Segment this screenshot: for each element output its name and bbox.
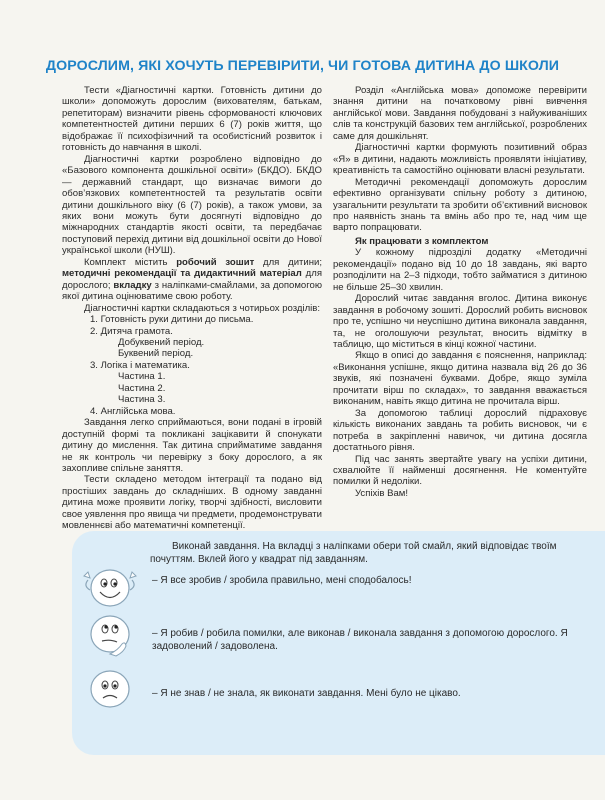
table-paragraph: За допомогою таблиці дорослий підраховує кількість виконаних завдань та робить висновок, чи є потреба в закріпленні навичок, чи дитина досягла достатнього рівня.: [333, 407, 587, 454]
kit-text: для дитини;: [254, 256, 322, 268]
reading-paragraph: Дорослий читає завдання вголос. Дитина виконує завдання в робочому зошиті. Дорослий робить висновок про те, успішно чи неуспішно дитина виконала завдання, та, не оголошуючи результат, вносить відмітку в таблицю, що міститься в кінці кожної частини.: [333, 293, 587, 350]
kit-text: для дорослого;: [62, 268, 322, 291]
kit-insert: вкладку: [113, 279, 152, 291]
list-item: Добуквений період.: [118, 336, 205, 348]
sections-list: [62, 314, 322, 417]
list-item: 3. Логіка і математика.: [90, 359, 190, 371]
section-heading: Як працювати з комплектом: [355, 235, 489, 247]
thinking-smiley-icon: [80, 610, 142, 660]
sad-smiley-icon: [80, 665, 142, 715]
integration-paragraph: Тести складено методом інтеграції та подано від простіших завдань до складніших. В одному завданні дитина може проявити логіку, творчі здібності, висловити свое уявлення про явища чи предмети, продемонструвати мовленнєві або математичні компетенції.: [62, 474, 322, 532]
option-happy-text: – Я все зробив / зробила правильно, мені сподобалось!: [152, 575, 412, 586]
page-title: ДОРОСЛИМ, ЯКІ ХОЧУТЬ ПЕРЕВІРИТИ, ЧИ ГОТОВА ДИТИНА ДО ШКОЛИ: [45, 58, 560, 74]
tasks-paragraph: Завдання легко сприймаються, вони подані в ігровій доступній формі та покликані зацікавити й спонукати дитину до мислення. Так дитина сприйматиме завдання не як контроль чи перевірку з боку дорослого, а як захопливе спільне заняття.: [62, 417, 322, 474]
example-paragraph: Якщо в описі до завдання є пояснення, наприклад: «Виконання успішне, якщо дитина назвала від 26 до 36 звуків, які позначені буквами. Добре, якщо зуміла прочитати вірш по складах», то завдання вважається виконаним, навіть якщо дитина не прочитала вірш.: [333, 350, 587, 408]
right-column: [333, 85, 587, 499]
subsection-paragraph: У кожному підрозділі додатку «Методичні рекомендації» подано від 10 до 18 завдань, які варто розподілити на 2–3 підходи, тобто займатися з дитиною не більше 25–30 хвилин.: [333, 247, 587, 293]
task-instruction: Виконай завдання. На вкладці з наліпками обери той смайл, який відповідає твоїм почуттям. Вклей його у квадрат під завданням.: [150, 541, 557, 565]
methodology-paragraph: Методичні рекомендації допоможуть дорослим ефективно організувати спільну роботу з дитиною, узагальнити результати та зробити об’єктивний висновок про наявність знань та вмінь або про те, над чим ще варто попрацювати.: [333, 176, 587, 234]
good-luck-text: Успіхів Вам!: [355, 487, 409, 499]
list-item: Частина 1.: [118, 371, 166, 383]
happy-smiley-icon: [80, 566, 142, 612]
kit-text: з наліпками-смайлами, за допомогою якої дитина оцінюватиме свою роботу.: [62, 279, 322, 303]
kit-workbook: робочий зошит: [176, 256, 255, 268]
option-thinking-text: – Я робив / робила помилки, але виконав / виконала завдання з допомогою дорослого. Я задоволений / задоволена.: [152, 628, 568, 652]
list-item: 1. Готовність руки дитини до письма.: [90, 314, 254, 326]
option-sad-text: – Я не знав / не знала, як виконати завдання. Мені було не цікаво.: [152, 688, 461, 699]
left-column: [62, 85, 322, 532]
kit-methodology: методичні рекомендації та дидактичний матеріал: [62, 268, 302, 280]
sections-intro: Діагностичні картки складаються з чотирьох розділів:: [84, 302, 321, 314]
english-paragraph: Розділ «Англійська мова» допоможе перевірити знання дитини на початковому рівні вивчення англійської мови. Завдання побудовані з найуживаніших слів та конструкцій базових тем англійської, розроблених саме для дошкільнят.: [333, 85, 587, 142]
list-item: 2. Дитяча грамота.: [90, 325, 173, 337]
praise-paragraph: Під час занять звертайте увагу на успіхи дитини, схвалюйте її найменші досягнення. Не коментуйте помилки й недоліки.: [333, 453, 587, 488]
bkdo-paragraph: Діагностичні картки розроблено відповідно до «Базового компонента дошкільної освіти» (БКДО). БКДО — державний стандарт, що визначає вимоги до обов’язкових компетентностей та результатів освіти дитини дошкільного віку (6 (7) років), а також умови, за яких вони можуть бути досягнуті відповідно до міжнародних стандартів якості освіти, та передбачає поступовий перехід дитини від дошкільної освіти до Нової української школи (НУШ).: [62, 153, 322, 257]
intro-paragraph: Тести «Діагностичні картки. Готовність дитини до школи» допоможуть дорослим (вихователям, батькам, репетиторам) визначити рівень сформованості ключових компетентностей дитини перших 6 (7) років життя, що відображає її психофізичний та особистісний розвиток і готовність до навчання в школі.: [62, 85, 322, 154]
kit-contents-paragraph: [62, 257, 322, 303]
self-image-paragraph: Діагностичні картки формують позитивний образ «Я» в дитини, надають можливість проявляти ініціативу, креативність та самостійно оцінювати власні результати.: [333, 142, 587, 177]
list-item: Частина 2.: [118, 382, 166, 394]
list-item: Частина 3.: [118, 394, 166, 406]
list-item: Буквений період.: [118, 348, 194, 360]
list-item: 4. Англійська мова.: [90, 405, 176, 417]
kit-text: Комплект містить: [84, 256, 177, 268]
